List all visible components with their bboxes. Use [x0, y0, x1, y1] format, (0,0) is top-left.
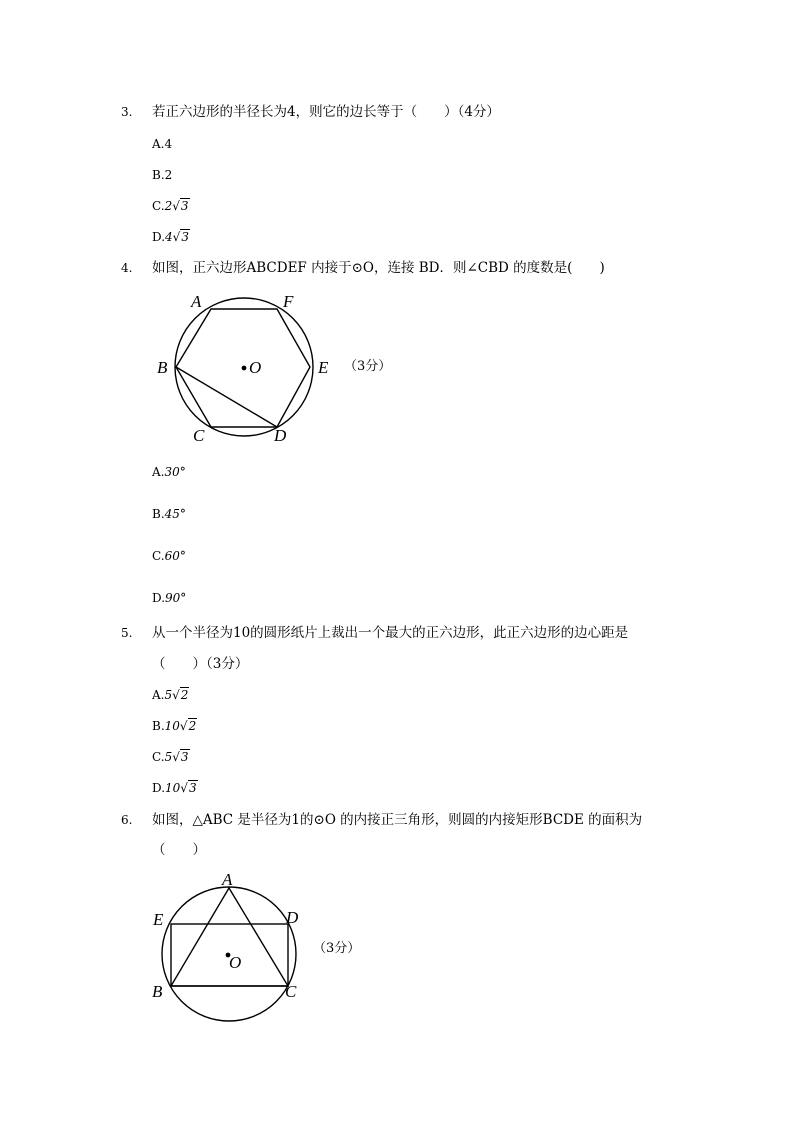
- option-value: 4: [164, 137, 173, 151]
- label-o: O: [249, 358, 262, 377]
- question-6-stem-line2: （ ）: [152, 842, 206, 858]
- radical-sign: √2: [172, 688, 189, 702]
- label-a: A: [222, 870, 233, 889]
- option-coefficient: 5: [164, 750, 173, 764]
- option-coefficient: 5: [164, 688, 173, 702]
- option-radicand: 2: [180, 688, 189, 702]
- question-4-option-a: [152, 464, 186, 480]
- segment-bd: [176, 367, 277, 427]
- option-radicand: 3: [181, 230, 189, 244]
- question-6-number: 6.: [121, 813, 133, 827]
- option-letter: D.: [152, 230, 166, 244]
- option-letter: B.: [152, 168, 165, 182]
- label-b: B: [157, 358, 168, 377]
- label-d: D: [286, 908, 299, 927]
- question-4-option-d: [152, 590, 186, 606]
- radical-sign: √3: [180, 781, 197, 795]
- option-radicand: 2: [188, 719, 197, 733]
- label-c: C: [193, 426, 205, 445]
- label-c: C: [285, 982, 297, 1001]
- option-letter: B.: [152, 507, 165, 521]
- option-coefficient: 4: [165, 230, 173, 244]
- option-letter: B.: [152, 719, 165, 733]
- question-3-number: 3.: [121, 105, 133, 119]
- option-letter: C.: [152, 199, 165, 213]
- option-value: 30°: [164, 465, 186, 479]
- question-3-option-a: [152, 136, 172, 152]
- question-3-option-d: [152, 229, 190, 245]
- option-letter: D.: [152, 781, 166, 795]
- question-3-option-b: [152, 167, 172, 183]
- triangle-rectangle-figure: [145, 865, 315, 1025]
- question-5-option-b: [152, 718, 197, 734]
- hexagon-figure: [150, 285, 350, 445]
- label-b: B: [152, 982, 163, 1001]
- question-4-option-b: [152, 506, 186, 522]
- question-4-stem: 如图，正六边形ABCDEF 内接于⊙O，连接 BD．则∠CBD 的度数是( ): [152, 260, 605, 276]
- label-e: E: [318, 358, 329, 377]
- label-a: A: [191, 292, 202, 311]
- label-f: F: [283, 292, 294, 311]
- option-radicand: 3: [180, 750, 189, 764]
- question-5-option-c: [152, 749, 190, 765]
- radical-sign: √2: [179, 719, 197, 733]
- option-value: 45°: [164, 507, 186, 521]
- question-6-stem: 如图，△ABC 是半径为1的⊙O 的内接正三角形，则圆的内接矩形BCDE 的面积为: [152, 812, 643, 828]
- option-coefficient: 10: [165, 781, 181, 795]
- question-4-score: （3分）: [344, 359, 392, 374]
- radical-sign: √3: [172, 750, 189, 764]
- option-radicand: 3: [188, 781, 197, 795]
- question-4-option-c: [152, 548, 186, 564]
- option-coefficient: 2: [164, 199, 173, 213]
- label-o: O: [229, 953, 242, 972]
- label-d: D: [274, 426, 287, 445]
- radical-sign: √3: [172, 230, 189, 244]
- label-e: E: [153, 910, 164, 929]
- question-5-number: 5.: [121, 626, 133, 640]
- option-coefficient: 10: [164, 719, 180, 733]
- center-point: [242, 366, 247, 371]
- question-3-option-c: [152, 198, 190, 214]
- question-5-option-a: [152, 687, 189, 703]
- option-value: 2: [164, 168, 173, 182]
- option-value: 90°: [165, 591, 187, 605]
- option-letter: C.: [152, 750, 165, 764]
- option-letter: A.: [152, 137, 165, 151]
- question-3-stem: 若正六边形的半径长为4，则它的边长等于（ ）（4分）: [152, 104, 500, 120]
- option-letter: D.: [152, 591, 166, 605]
- question-5-stem-line2: （ ）（3分）: [152, 656, 249, 672]
- radical-sign: √3: [172, 199, 189, 213]
- option-radicand: 3: [180, 199, 189, 213]
- question-5-stem: 从一个半径为10的圆形纸片上裁出一个最大的正六边形，此正六边形的边心距是: [152, 625, 629, 641]
- question-6-score: （3分）: [313, 941, 361, 956]
- question-5-option-d: [152, 780, 198, 796]
- option-letter: C.: [152, 549, 165, 563]
- question-4-number: 4.: [121, 261, 133, 275]
- option-letter: A.: [152, 688, 165, 702]
- option-value: 60°: [164, 549, 186, 563]
- option-letter: A.: [152, 465, 165, 479]
